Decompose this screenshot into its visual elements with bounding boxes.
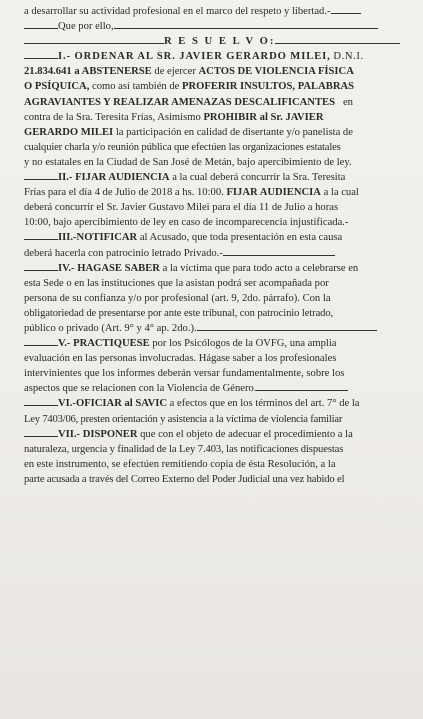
text: PROFERIR INSULTOS, PALABRAS	[182, 81, 355, 93]
text: PROHIBIR al Sr. JAVIER	[203, 111, 324, 123]
text-line	[24, 185, 409, 200]
fill-rule	[114, 19, 378, 29]
text: público o privado (Art. 9° y 4° ap. 2do.).	[24, 322, 197, 334]
text: contra de la Sra. Teresita Frías, Asimismo	[24, 111, 201, 123]
fill-rule	[24, 396, 58, 406]
text-line	[24, 230, 409, 245]
text: O PSÍQUICA,	[24, 81, 90, 93]
text: deberá hacerla con patrocinio letrado Privado.-	[24, 247, 223, 259]
resolution-item-7: VII.- DISPONER	[58, 428, 138, 440]
text-line: intervinientes que los informes deberán versar fundamentalmente, sobre los	[24, 368, 345, 380]
fill-rule	[256, 381, 348, 391]
fill-rule	[24, 34, 164, 44]
text-line	[24, 170, 409, 185]
text-line: esta Sede o en las instituciones que la asistan podrá ser acompañada por	[24, 277, 329, 289]
resolution-item-1: I.- ORDENAR AL SR. JAVIER GERARDO MILEI,	[58, 51, 331, 63]
text: FIJAR AUDIENCIA	[226, 187, 321, 199]
text: por los Psicólogos de la OVFG, una amplia	[152, 338, 337, 350]
resolution-item-4: IV.- HAGASE SABER	[58, 262, 160, 274]
resuelvo-heading: R E S U E L V O:	[164, 36, 276, 48]
text-line: Ley 7403/06, presten orientación y asistencia a la víctima de violencia familiar	[24, 413, 343, 425]
text-line: parte acusada a través del Correo Externo del Poder Judicial una vez habido el	[24, 473, 345, 485]
text-line	[24, 246, 409, 261]
fill-rule	[24, 336, 58, 346]
fill-rule	[223, 246, 335, 256]
text-line	[24, 110, 409, 125]
text: D.N.I.	[333, 51, 364, 63]
text-line	[24, 4, 409, 19]
text-line: naturaleza, urgencia y finalidad de la Ley 7.403, las notificaciones dispuestas	[24, 443, 344, 455]
text-line	[24, 79, 409, 94]
resolution-item-2: II.- FIJAR AUDIENCIA	[58, 172, 170, 184]
resuelvo-line	[24, 34, 409, 49]
fill-rule	[24, 427, 58, 437]
text: a desarrollar su actividad profesional en el marco del respeto y libertad.-	[24, 6, 331, 17]
resolution-item-5: V.- PRACTIQUESE	[58, 338, 150, 350]
text-line	[24, 64, 409, 79]
text: al Acusado, que toda presentación en esta causa	[139, 232, 343, 244]
text: a efectos que en los términos del art. 7° de la	[169, 398, 360, 410]
text-line	[24, 261, 409, 276]
text-line	[24, 427, 409, 442]
fill-rule	[24, 19, 58, 29]
text: que con el objeto de adecuar el procedimiento a la	[140, 428, 353, 440]
text: ACTOS DE VIOLENCIA FÍSICA	[198, 66, 354, 78]
text: como así también de	[92, 81, 180, 93]
fill-rule	[24, 49, 58, 59]
text-line	[24, 95, 409, 110]
text-line: en este instrumento, se efectúen remitiendo copia de ésta Resolución, a la	[24, 458, 336, 470]
resolution-item-3: III.-NOTIFICAR	[58, 232, 138, 244]
resolution-item-6: VI.-OFICIAR al SAVIC	[58, 398, 167, 410]
text-line	[24, 321, 409, 336]
text-line: deberá concurrir el Sr. Javier Gustavo Milei para el día 11 de Julio a horas	[24, 202, 339, 214]
text-line: obligatoriedad de presentarse por ante este tribunal, con patrocinio letrado,	[24, 307, 334, 319]
fill-rule	[24, 261, 58, 271]
fill-rule	[331, 4, 361, 14]
fill-rule	[197, 321, 377, 331]
text-line: cualquier charla y/o reunión pública que efectúen las organizaciones estatales	[24, 141, 341, 153]
text-line: y no estatales en la Ciudad de San José de Metán, bajo apercibimiento de ley.	[24, 156, 352, 168]
text: a la víctima que para todo acto a celebrarse en	[162, 262, 359, 274]
text: 21.834.641 a ABSTENERSE	[24, 66, 152, 78]
text: GERARDO MILEI	[24, 126, 114, 138]
text-line: persona de su confianza y/o por profesional (art. 9, 2do. párrafo). Con la	[24, 292, 331, 304]
text: en	[342, 96, 353, 108]
text: a la cual	[323, 187, 359, 199]
text: Que por ello,	[58, 21, 114, 33]
text: de ejercer	[154, 66, 196, 78]
fill-rule	[24, 170, 58, 180]
text-line	[24, 125, 409, 140]
text-line	[24, 49, 409, 64]
text: AGRAVIANTES Y REALIZAR AMENAZAS DESCALIFICANTES	[24, 96, 336, 108]
text-line: 10:00, bajo apercibimiento de ley en caso de incomparecencia injustificada.-	[24, 217, 349, 229]
text: a la cual deberá concurrir la Sra. Teresita	[172, 172, 346, 184]
text-line	[24, 19, 409, 34]
text: Frías para el día 4 de Julio de 2018 a hs. 10:00.	[24, 187, 224, 199]
text: la participación en calidad de disertante y/o panelista de	[115, 126, 353, 138]
fill-rule	[24, 230, 58, 240]
text-line: evaluación en las personas involucradas. Hágase saber a los profesionales	[24, 353, 337, 365]
text: aspectos que se relacionen con la Violencia de Género.	[24, 383, 257, 395]
text-line	[24, 336, 409, 351]
fill-rule	[275, 34, 400, 44]
text-line	[24, 381, 409, 396]
text-line	[24, 396, 409, 411]
